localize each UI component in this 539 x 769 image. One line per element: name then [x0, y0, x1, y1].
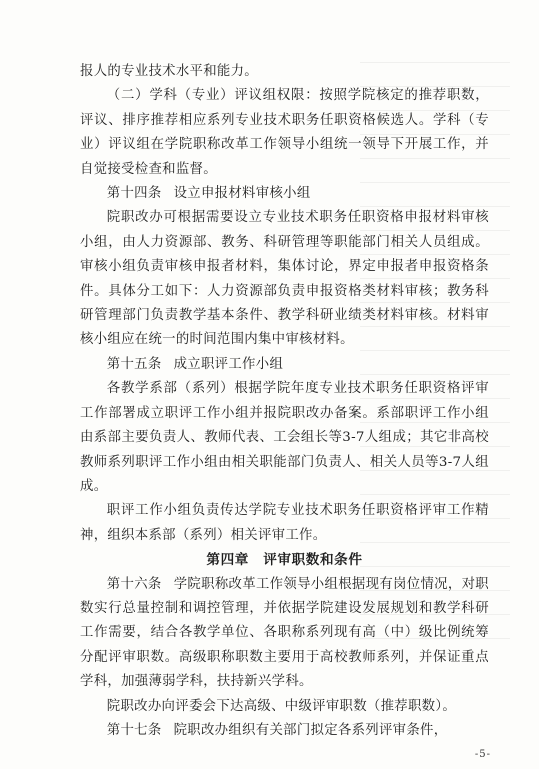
page-number: -5-	[474, 749, 491, 760]
article-text: 学院职称改革工作领导小组根据现有岗位情况，对职数实行总量控制和调控管理，并依据学院建设发展规划和教学科研工作需要，结合各教学单位、各职称系列现有高（中）级比例统筹分配评审职数。高级职称职数主要用于高校教师系列，并保证重点学科，加强薄弱学科，扶持新兴学科。	[80, 576, 489, 690]
paragraph: 各教学系部（系列）根据学院年度专业技术职务任职资格评审工作部署成立职评工作小组并报院职改办备案。系部职评工作小组由系部主要负责人、教师代表、工会组长等3-7人组成；其它非高校教师系列职评工作小组由相关职能部门负责人、相关人员等3-7人组成。	[80, 381, 489, 494]
paragraph: （二）学科（专业）评议组权限：按照学院核定的推荐职数，评议、排序推荐相应系列专业技术职务任职资格候选人。学科（专业）评议组在学院职称改革工作领导小组统一领导下开展工作，并自觉接受检查和监督。	[80, 88, 489, 177]
article-title: 成立职评工作小组	[173, 356, 284, 372]
paragraph: 职评工作小组负责传达学院专业技术职务任职资格评审工作精神，组织本系部（系列）相关评审工作。	[80, 503, 489, 543]
article-paragraph	[80, 573, 489, 695]
article-number: 第十五条	[106, 356, 162, 372]
chapter-heading: 第四章 评审职数和条件	[206, 552, 363, 569]
article-heading	[80, 353, 489, 377]
article-number: 第十七条	[106, 722, 162, 738]
paragraph: 报人的专业技术水平和能力。	[80, 64, 258, 79]
article-number: 第十六条	[106, 576, 162, 592]
article-number: 第十四条	[106, 186, 162, 202]
article-text: 院职改办组织有关部门拟定各系列评审条件，	[173, 722, 448, 738]
paragraph: 院职改办可根据需要设立专业技术职务任职资格申报材料审核小组，由人力资源部、教务、科研管理等职能部门相关人员组成。审核小组负责审核申报者材料，集体讨论，界定申报者申报资格条件。具体分工如下：人力资源部负责申报资格类材料审核；教务科研管理部门负责教学基本条件、教学科研业绩类材料审核。材料审核小组应在统一的时间范围内集中审核材料。	[80, 210, 489, 348]
article-title: 设立申报材料审核小组	[173, 186, 311, 202]
article-paragraph	[80, 719, 489, 743]
article-heading	[80, 182, 489, 206]
paragraph: 院职改办向评委会下达高级、中级评审职数（推荐职数）。	[106, 698, 457, 714]
document-body	[80, 60, 489, 743]
